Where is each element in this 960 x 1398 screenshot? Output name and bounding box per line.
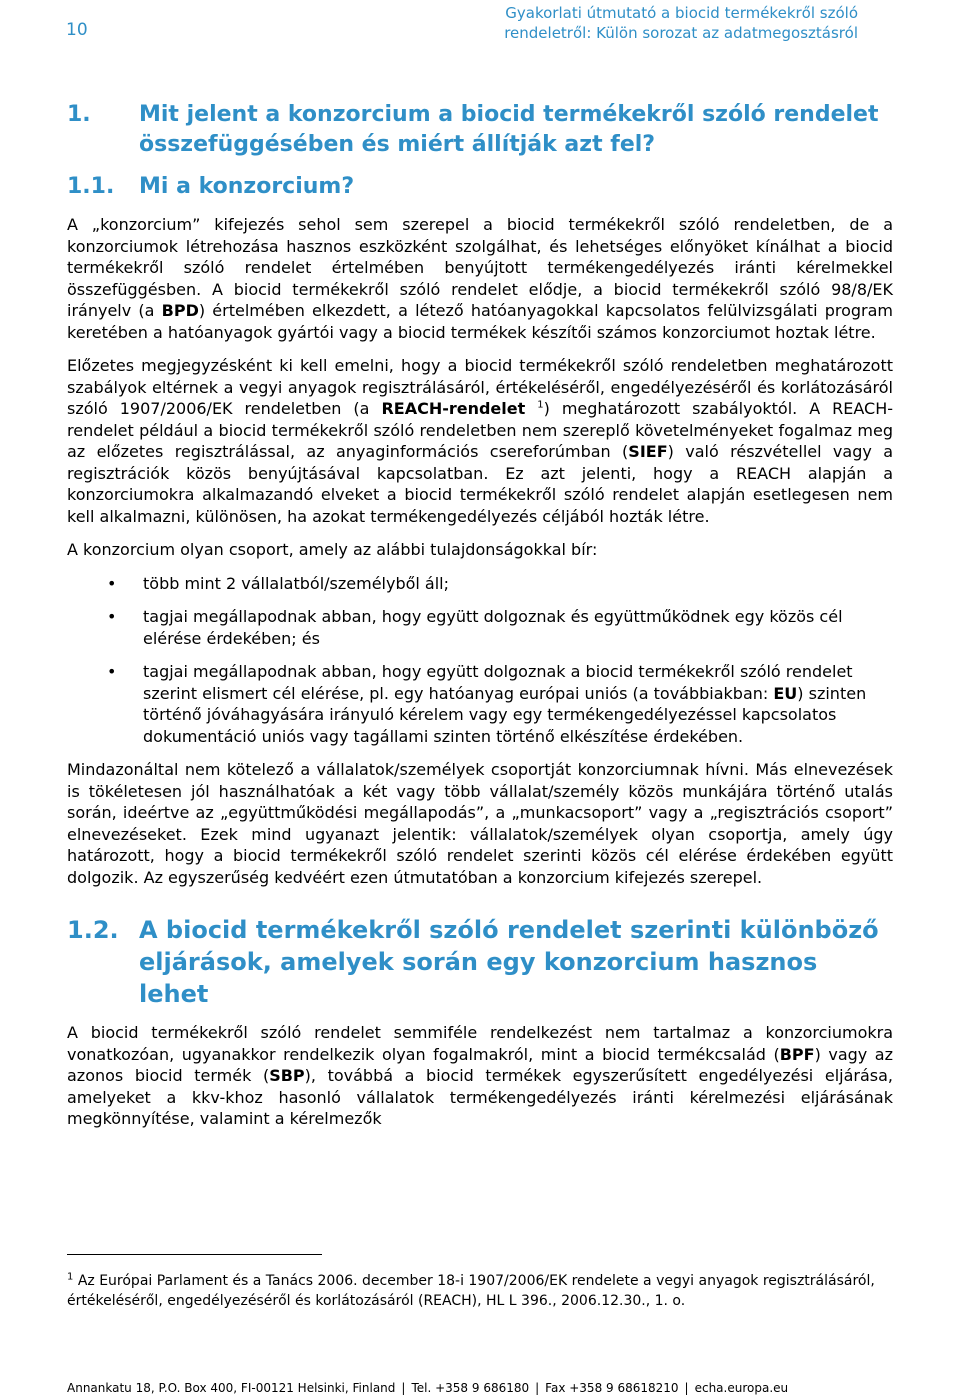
list-item-text: több mint 2 vállalatból/személyből áll; (143, 573, 450, 593)
text-run: ) értelmében elkezdett, a létező hatóanyagokkal kapcsolatos felülvizsgálati program keretében a hatóanyagok gyártói vagy a biocid termékek készítői számos konzorciumot hoztak létre. (67, 301, 894, 342)
running-header (428, 3, 858, 43)
term-reach-rendelet: REACH-rendelet (381, 399, 526, 418)
bullet-icon: • (107, 662, 117, 681)
footer-separator: | (535, 1381, 540, 1395)
text-run: ) való részvétellel vagy a regisztrációk közös benyújtásával kapcsolatban. Ez azt jelenti, hogy a REACH alapján a konzorciumokra alkalmazandó elveket a biocid termékekről szóló rendelet alapján esetlegesen nem kell alkalmazni, különösen, ha azokat termékengedélyezés céljából hozták létre. (67, 442, 893, 526)
text-run: tagjai megállapodnak abban, hogy együtt dolgoznak a biocid termékekről szóló rendelet szerint elismert cél elérése, pl. egy hatóanyag európai uniós (a továbbiakban: (143, 662, 853, 703)
list-item (67, 606, 893, 649)
paragraph-konzorcium-definition (67, 214, 893, 343)
list-item (67, 573, 893, 595)
footer-separator: | (684, 1381, 689, 1395)
footer-telephone: Tel. +358 9 686180 (411, 1381, 530, 1395)
footnote-divider (67, 1254, 322, 1255)
text-run: A biocid termékekről szóló rendelet semmiféle rendelkezést nem tartalmaz a konzorciumokra vonatkozóan, ugyanakkor rendelkezik olyan fogalmakról, mint a biocid termékcsalád ( (67, 1023, 893, 1064)
bullet-icon: • (107, 607, 117, 626)
footnote-text: Az Európai Parlament és a Tanács 2006. december 18-i 1907/2006/EK rendelete a vegyi anyagok regisztrálásáról, értékeléséről, engedélyezéséről és korlátozásáról (REACH), HL L 396., 2006.12.30., 1. o. (67, 1273, 875, 1309)
section-1-1-number: 1.1. (67, 174, 115, 199)
text-run: ) meghatározott szabályoktól. A REACH-rendelet például a biocid termékekről szóló rendeletben nem szereplő követelményeket fogalmaz meg az előzetes regisztrálással, az anyaginformációs csereforúmban ( (67, 399, 893, 461)
footnote-marker: 1 (67, 1271, 74, 1283)
section-1-2-heading (67, 914, 893, 1010)
acronym-sief: SIEF (628, 442, 668, 461)
acronym-eu: EU (773, 683, 798, 703)
section-1-title: Mit jelent a konzorcium a biocid termékekről szóló rendelet összefüggésében és miért állítják azt fel? (139, 102, 879, 157)
text-run: A „konzorcium” kifejezés sehol sem szerepel a biocid termékekről szóló rendeletben, de a konzorciumok létrehozása hasznos eszközként szolgálhat, és lehetséges előnyöket kínálhat a biocid termékekről szóló rendelet értelmében benyújtott termékengedélyezés iránti kérelmekkel összefüggésben. A biocid termékekről szóló rendelet elődje, a biocid termékekről szóló 98/8/EK irányelv (a (67, 215, 893, 320)
section-1-heading (67, 100, 893, 160)
paragraph-reach-comparison (67, 355, 893, 527)
footer-address: Annankatu 18, P.O. Box 400, FI-00121 Helsinki, Finland (67, 1381, 396, 1395)
section-1-2-number: 1.2. (67, 916, 119, 944)
section-1-1-title: Mi a konzorcium? (139, 174, 355, 199)
paragraph-naming-note: Mindazonáltal nem kötelező a vállalatok/személyek csoportját konzorciumnak hívni. Más elnevezések is tökéletesen jól használhatóak a két vagy több vállalat/személy közös munkájára történő utalás során, ideértve az „együttműködési megállapodás”, a „munkacsoport” vagy a „regisztrációs csoport” elnevezéseket. Ezek mind ugyanazt jelentik: vállalatok/személyek olyan csoportja, amely úgy határozott, hogy a biocid termékekről szóló rendelet szerinti közös cél elérése érdekében együtt dolgozik. Az egyszerűség kedvéért ezen útmutatóban a konzorcium kifejezés szerepel. (67, 760, 893, 887)
acronym-sbp: SBP (269, 1066, 305, 1085)
section-1-2-title: A biocid termékekről szóló rendelet szerinti különböző eljárások, amelyek során egy konzorcium hasznos lehet (139, 916, 879, 1008)
paragraph-properties-intro: A konzorcium olyan csoport, amely az alábbi tulajdonságokkal bír: (67, 540, 598, 559)
text-run: Előzetes megjegyzésként ki kell emelni, hogy a biocid termékekről szóló rendeletben meghatározott szabályok eltérnek a vegyi anyagok regisztrálásáról, értékeléséről, engedélyezéséről és korlátozásáról szóló 1907/2006/EK rendeletben (a (67, 356, 893, 418)
footer-separator: | (401, 1381, 406, 1395)
footnote-reference[interactable]: 1 (537, 399, 544, 411)
list-item (67, 661, 893, 747)
running-header-line-1: Gyakorlati útmutató a biocid termékekről szóló (505, 4, 858, 22)
list-item-text: tagjai megállapodnak abban, hogy együtt dolgoznak és együttműködnek egy közös cél elérése érdekében; és (143, 607, 843, 648)
paragraph-procedures (67, 1022, 893, 1130)
text-run: ) vagy az azonos biocid termék ( (67, 1044, 894, 1085)
acronym-bpd: BPD (161, 301, 199, 320)
document-body (67, 100, 893, 1142)
footer-fax: Fax +358 9 68618210 (545, 1381, 679, 1395)
footer-website-link[interactable]: echa.europa.eu (694, 1381, 789, 1395)
acronym-bpf: BPF (779, 1044, 815, 1064)
section-1-number: 1. (67, 102, 91, 127)
running-header-line-2: rendeletről: Külön sorozat az adatmegosztásról (504, 24, 858, 42)
bullet-icon: • (107, 573, 117, 593)
page-footer (67, 1380, 788, 1396)
list-item-text (143, 662, 866, 746)
section-1-1-heading (67, 172, 893, 202)
properties-list (67, 573, 893, 748)
text-run: ) szinten történő jóváhagyására irányuló kérelem vagy egy termékengedélyezéssel kapcsolatos dokumentáció uniós vagy tagállami szinten történő elkészítése érdekében. (143, 683, 867, 746)
page-number: 10 (66, 20, 88, 40)
footnote (67, 1271, 893, 1311)
text-run: ), továbbá a biocid termékek egyszerűsített engedélyezési eljárása, amelyeket a kkv-khoz hasonló vállalatok termékengedélyezés iránti kérelmezési eljárásának megkönnyítése, valamint a kérelmezők (67, 1066, 894, 1128)
